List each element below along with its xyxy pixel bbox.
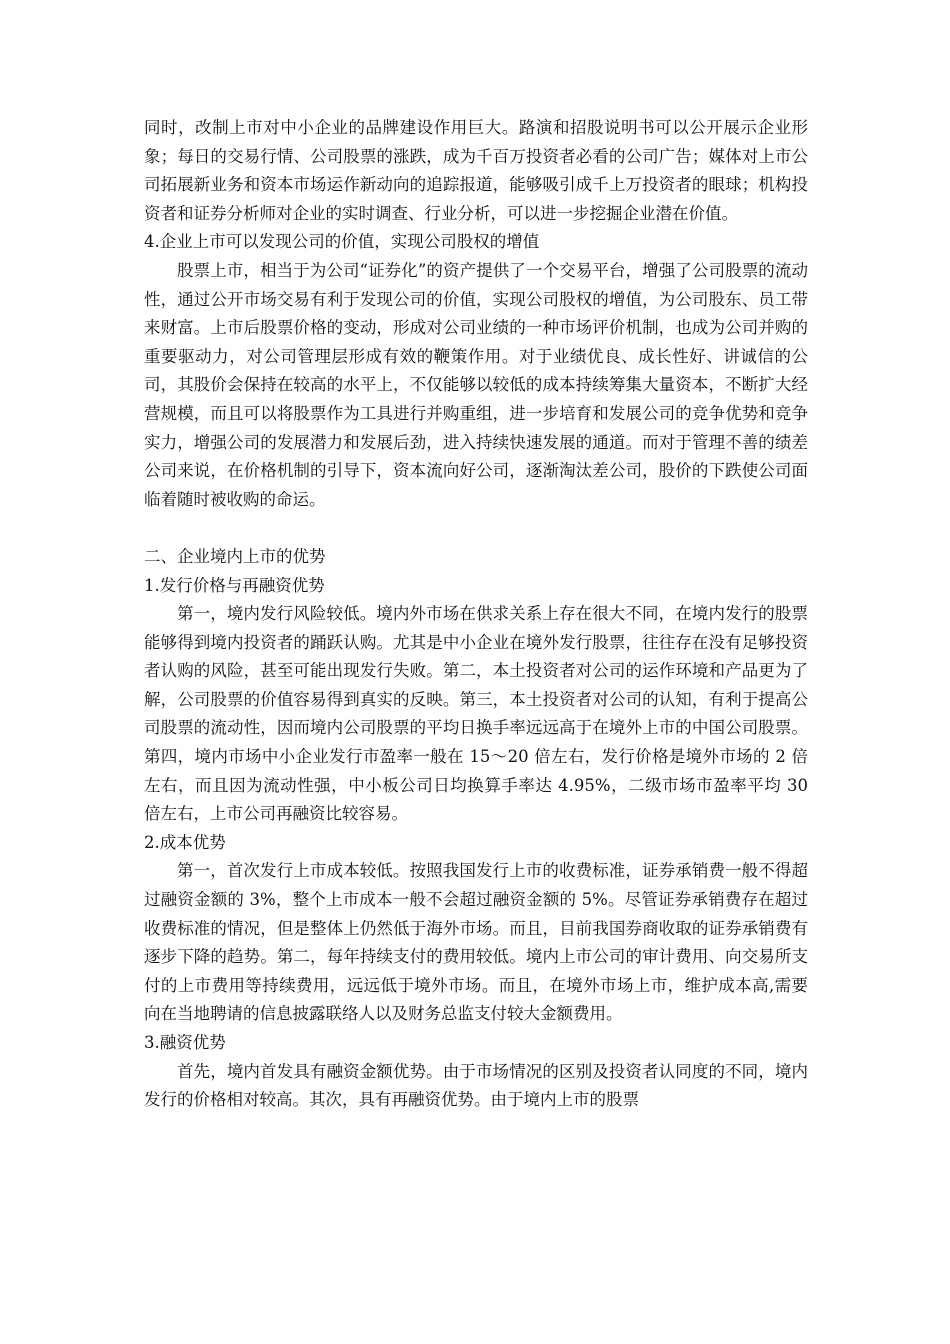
paragraph-pricing-refinancing: 第一，境内发行风险较低。境内外市场在供求关系上存在很大不同，在境内发行的股票能够得到境内投资者的踊跃认购。尤其是中小企业在境外发行股票，往往存在没有足够投资者认购的风险，甚至可能出现发行失败。第二，本土投资者对公司的运作环境和产品更为了解，公司股票的价值容易得到真实的反映。第三，本土投资者对公司的认知，有利于提高公司股票的流动性，因而境内公司股票的平均日换手率远远高于在境外上市的中国公司股票。第四，境内市场中小企业发行市盈率一般在 15～20 倍左右，发行价格是境外市场的 2 倍左右，而且因为流动性强，中小板公司日均换算手率达 4.95%，二级市场市盈率平均 30 倍左右，上市公司再融资比较容易。 (144, 604, 808, 824)
document-page (144, 114, 808, 1115)
heading-financing-advantage: 3.融资优势 (144, 1033, 226, 1052)
paragraph-financing-advantage: 首先，境内首发具有融资金额优势。由于市场情况的区别及投资者认同度的不同，境内发行的价格相对较高。其次，具有再融资优势。由于境内上市的股票 (144, 1061, 808, 1110)
paragraph-stock-listing: 股票上市，相当于为公司“证券化”的资产提供了一个交易平台，增强了公司股票的流动性，通过公开市场交易有利于发现公司的价值，实现公司股权的增值，为公司股东、员工带来财富。上市后股票价格的变动，形成对公司业绩的一种市场评价机制，也成为公司并购的重要驱动力，对公司管理层形成有效的鞭策作用。对于业绩优良、成长性好、讲诚信的公司，其股价会保持在较高的水平上，不仅能够以较低的成本持续筹集大量资本，不断扩大经营规模，而且可以将股票作为工具进行并购重组，进一步培育和发展公司的竞争优势和竞争实力，增强公司的发展潜力和发展后劲，进入持续快速发展的通道。而对于管理不善的绩差公司来说，在价格机制的引导下，资本流向好公司，逐渐淘汰差公司，股价的下跌使公司面临着随时被收购的命运。 (144, 260, 808, 509)
section-title-domestic-advantages: 二、企业境内上市的优势 (144, 546, 326, 566)
heading-cost-advantage: 2.成本优势 (144, 832, 226, 852)
heading-pricing-refinancing: 1.发行价格与再融资优势 (144, 575, 325, 595)
paragraph-brand-building: 同时，改制上市对中小企业的品牌建设作用巨大。路演和招股说明书可以公开展示企业形象；每日的交易行情、公司股票的涨跌，成为千百万投资者必看的公司广告；媒体对上市公司拓展新业务和资本市场运作新动向的追踪报道，能够吸引成千上万投资者的眼球；机构投资者和证券分析师对企业的实时调查、行业分析，可以进一步挖掘企业潜在价值。 (144, 118, 808, 223)
heading-discover-value: 4.企业上市可以发现公司的价值，实现公司股权的增值 (144, 232, 540, 252)
blank-line (144, 514, 808, 543)
paragraph-cost-advantage: 第一，首次发行上市成本较低。按照我国发行上市的收费标准，证券承销费一般不得超过融资金额的 3%，整个上市成本一般不会超过融资金额的 5%。尽管证券承销费存在超过收费标准的情况，但是整体上仍然低于海外市场。而且，目前我国券商收取的证券承销费有逐步下降的趋势。第二，每年持续支付的费用较低。境内上市公司的审计费用、向交易所支付的上市费用等持续费用，远远低于境外市场。而且，在境外市场上市，维护成本高,需要向在当地聘请的信息披露联络人以及财务总监支付较大金额费用。 (144, 861, 808, 1024)
